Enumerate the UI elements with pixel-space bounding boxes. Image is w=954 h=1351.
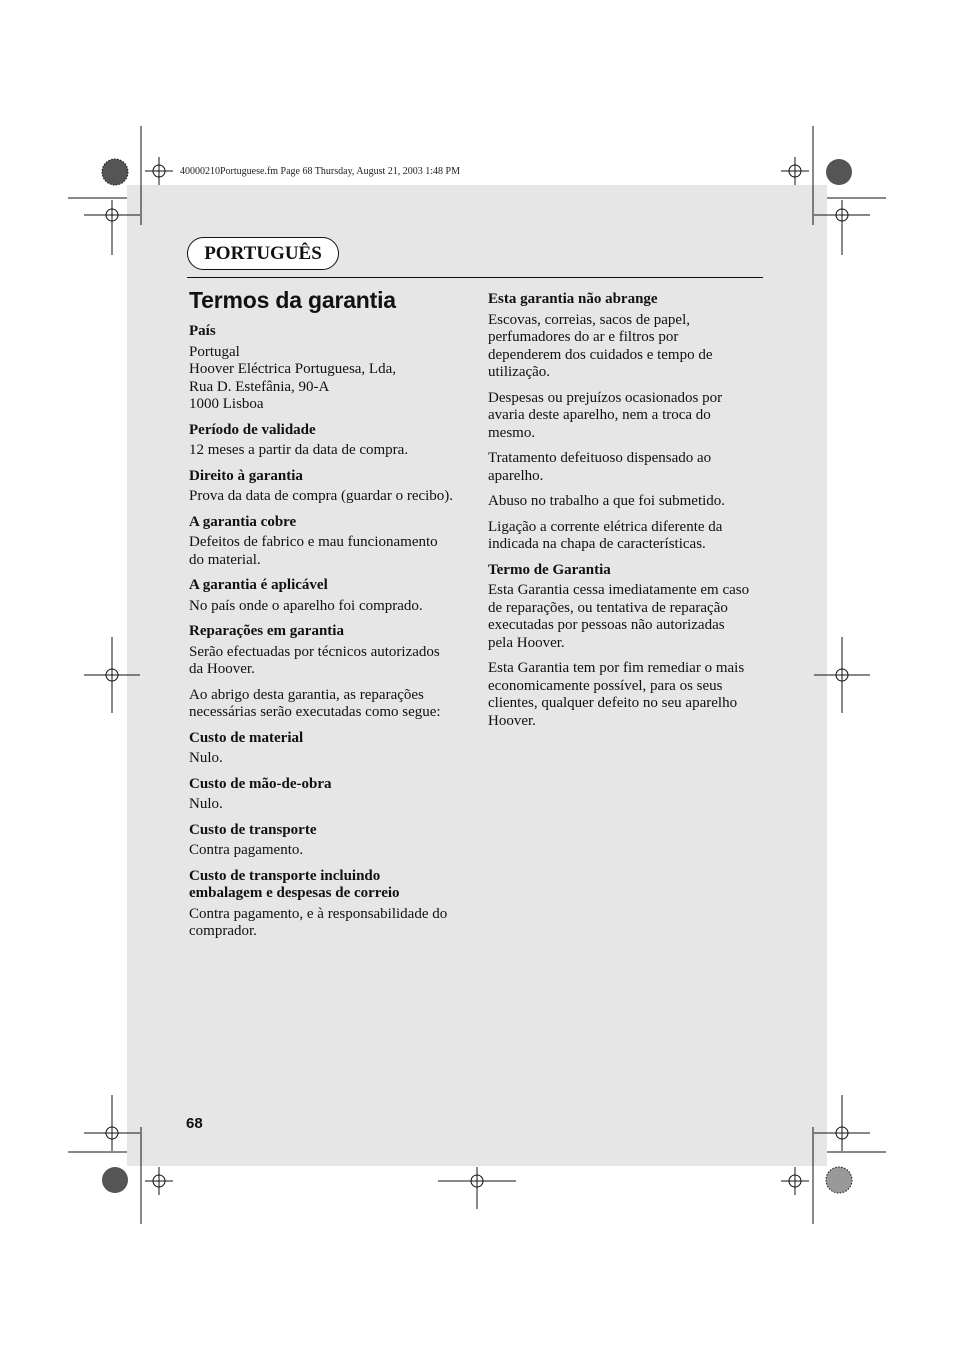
section-text: Portugal Hoover Eléctrica Portuguesa, Lda, Rua D. Estefânia, 90-A 1000 Lisboa (189, 343, 397, 412)
section-heading-periodo: Período de validade (189, 421, 316, 438)
section-text: Escovas, correias, sacos de papel, perfumadores do ar e filtros por dependerem dos cuidados e tempo de utilização. (488, 311, 713, 380)
section-heading-reparacoes: Reparações em garantia (189, 623, 344, 639)
section-heading-custo-material: Custo de material (189, 729, 304, 746)
section-heading-termo-garantia: Termo de Garantia (488, 561, 611, 578)
section-text: 12 meses a partir da data de compra. (189, 442, 409, 458)
section-text: Contra pagamento. (189, 842, 304, 858)
section-heading-cobre: A garantia cobre (189, 513, 297, 530)
header-rule (187, 277, 763, 278)
language-tab-label: PORTUGUÊS (204, 242, 322, 264)
section-text: Esta Garantia tem por fim remediar o mais economicamente possível, para os seus clientes, qualquer defeito no seu aparelho Hoover. (488, 660, 745, 729)
section-text: Tratamento defeituoso dispensado ao aparelho. (488, 450, 712, 484)
section-heading-custo-transporte: Custo de transporte (189, 821, 317, 838)
section-text: Prova da data de compra (guardar o recibo). (189, 488, 454, 504)
section-text: Defeitos de fabrico e mau funcionamento do material. (189, 534, 438, 568)
section-text: Despesas ou prejuízos ocasionados por avaria deste aparelho, nem a troca do mesmo. (488, 389, 723, 441)
section-heading-custo-mao-de-obra: Custo de mão-de-obra (189, 775, 332, 792)
section-text: Ao abrigo desta garantia, as reparações necessárias serão executadas como segue: (189, 686, 441, 720)
section-text: Serão efectuadas por técnicos autorizados da Hoover. (189, 643, 440, 677)
page-title: Termos da garantia (189, 287, 396, 313)
section-text: Contra pagamento, e à responsabilidade do comprador. (189, 905, 448, 939)
section-heading-custo-transporte-embalagem: Custo de transporte incluindo embalagem e despesas de correio (189, 867, 400, 901)
section-heading-nao-abrange: Esta garantia não abrange (488, 291, 658, 307)
page-number: 68 (186, 1115, 203, 1132)
section-text: No país onde o aparelho foi comprado. (189, 597, 423, 614)
section-heading-aplicavel: A garantia é aplicável (189, 577, 328, 593)
right-column (488, 291, 768, 738)
section-text: Ligação a corrente elétrica diferente da indicada na chapa de características. (488, 518, 723, 552)
section-text: Nulo. (189, 750, 223, 766)
section-text: Nulo. (189, 796, 223, 812)
file-header-line: 40000210Portuguese.fm Page 68 Thursday, August 21, 2003 1:48 PM (180, 166, 460, 177)
left-column (189, 323, 471, 949)
section-text: Abuso no trabalho a que foi submetido. (488, 493, 726, 509)
section-heading-direito: Direito à garantia (189, 467, 303, 484)
section-text: Esta Garantia cessa imediatamente em caso de reparações, ou tentativa de reparação executadas por pessoas não autorizadas pela Hoover. (488, 582, 750, 651)
section-heading-pais: País (189, 323, 216, 339)
language-tab (187, 237, 339, 270)
